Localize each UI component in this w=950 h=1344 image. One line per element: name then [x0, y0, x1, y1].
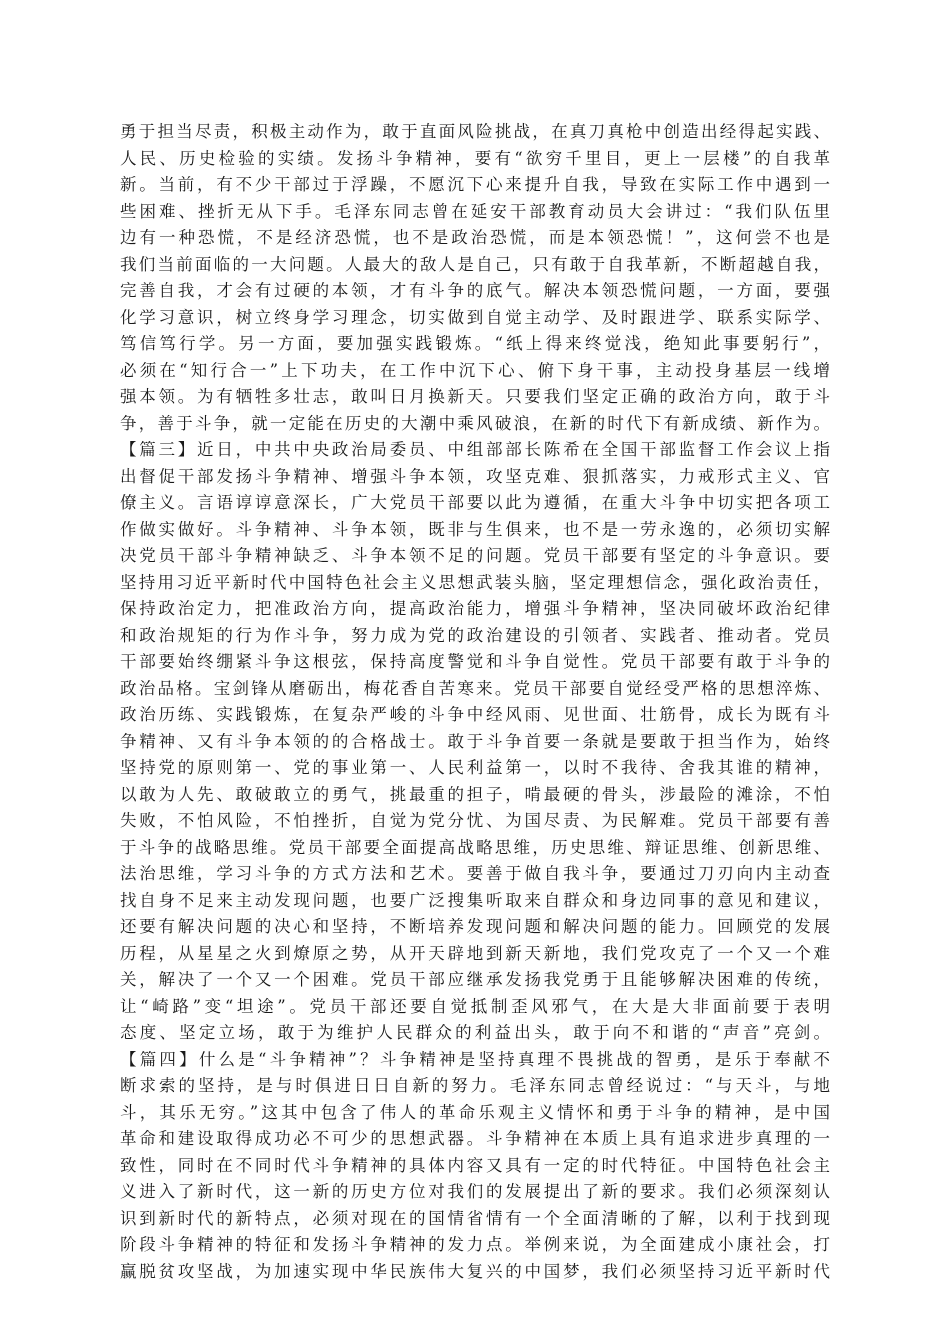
text-line: 坚持用习近平新时代中国特色社会主义思想武装头脑，坚定理想信念，强化政治责任，: [120, 572, 830, 592]
text-line: 找自身不足来主动发现问题，也要广泛搜集听取来自群众和身边同事的意见和建议，: [120, 890, 830, 910]
text-line: 化学习意识，树立终身学习理念，切实做到自觉主动学、及时跟进学、联系实际学、: [120, 307, 830, 327]
text-line: 和政治规矩的行为作斗争，努力成为党的政治建设的引领者、实践者、推动者。党员: [120, 625, 830, 645]
text-line: 态度、坚定立场，敢于为维护人民群众的利益出头，敢于向不和谐的“声音”亮剑。: [120, 1023, 830, 1042]
text-line: 僚主义。言语谆谆意深长，广大党员干部要以此为遵循，在重大斗争中切实把各项工: [120, 493, 830, 512]
text-line: 政治历练、实践锻炼，在复杂严峻的斗争中经风雨、见世面、壮筋骨，成长为既有斗: [120, 705, 830, 724]
text-line: 致性，同时在不同时代斗争精神的具体内容又具有一定的时代特征。中国特色社会主: [120, 1155, 830, 1175]
text-line: 必须在“知行合一”上下功夫，在工作中沉下心、俯下身干事，主动投身基层一线增: [120, 360, 830, 380]
text-line: 法治思维，学习斗争的方式方法和艺术。要善于做自我斗争，要通过刀刃向内主动查: [120, 864, 830, 883]
text-line: 政治品格。宝剑锋从磨砺出，梅花香自苦寒来。党员干部要自觉经受严格的思想淬炼、: [120, 678, 830, 698]
text-line: 于斗争的战略思维。党员干部要全面提高战略思维，历史思维、辩证思维、创新思维、: [120, 837, 830, 857]
text-line: 关，解决了一个又一个困难。党员干部应继承发扬我党勇于且能够解决困难的传统，: [120, 970, 830, 989]
text-line: 新。当前，有不少干部过于浮躁，不愿沉下心来提升自我，导致在实际工作中遇到一: [120, 175, 830, 194]
text-line: 笃信笃行学。另一方面，要加强实践锻炼。“纸上得来终觉浅，绝知此事要躬行”，: [120, 334, 830, 353]
text-line: 干部要始终绷紧斗争这根弦，保持高度警觉和斗争自觉性。党员干部要有敢于斗争的: [120, 652, 830, 671]
text-line: 争，善于斗争，就一定能在历史的大潮中乘风破浪，在新的时代下有新成绩、新作为。: [120, 413, 830, 433]
text-line: 义进入了新时代，这一新的历史方位对我们的发展提出了新的要求。我们必须深刻认: [120, 1182, 830, 1201]
text-line: 完善自我，才会有过硬的本领，才有斗争的底气。解决本领恐慌问题，一方面，要强: [120, 281, 830, 300]
text-line: 出督促干部发扬斗争精神、增强斗争本领，攻坚克难、狠抓落实，力戒形式主义、官: [120, 466, 830, 486]
text-line: 【篇三】近日，中共中央政治局委员、中组部部长陈希在全国干部监督工作会议上指: [120, 440, 830, 459]
text-line: 还要有解决问题的决心和坚持，不断培养发现问题和解决问题的能力。回顾党的发展: [120, 917, 830, 936]
text-line: 让“崎路”变“坦途”。党员干部还要自觉抵制歪风邪气，在大是大非面前要于表明: [120, 996, 830, 1016]
text-line: 斗，其乐无穷。”这其中包含了伟人的革命乐观主义情怀和勇于斗争的精神，是中国: [120, 1102, 830, 1122]
text-line: 保持政治定力，把准政治方向，提高政治能力，增强斗争精神，坚决同破坏政治纪律: [120, 599, 830, 618]
text-line: 坚持党的原则第一、党的事业第一、人民利益第一，以时不我待、舍我其谁的精神，: [120, 758, 830, 777]
text-line: 强本领。为有牺牲多壮志，敢叫日月换新天。只要我们坚定正确的政治方向，敢于斗: [120, 387, 830, 406]
text-line: 失败，不怕风险，不怕挫折，自觉为党分忧、为国尽责、为民解难。党员干部要有善: [120, 811, 830, 830]
text-line: 勇于担当尽责，积极主动作为，敢于直面风险挑战，在真刀真枪中创造出经得起实践、: [120, 122, 830, 141]
text-line: 历程，从星星之火到燎原之势，从开天辟地到新天新地，我们党攻克了一个又一个难: [120, 943, 830, 963]
text-line: 作做实做好。斗争精神、斗争本领，既非与生俱来，也不是一劳永逸的，必须切实解: [120, 519, 830, 539]
text-line: 赢脱贫攻坚战，为加速实现中华民族伟大复兴的中国梦，我们必须坚持习近平新时代: [120, 1261, 830, 1281]
text-line: 人民、历史检验的实绩。发扬斗争精神，要有“欲穷千里目，更上一层楼”的自我革: [120, 148, 830, 168]
text-line: 边有一种恐慌，不是经济恐慌，也不是政治恐慌，而是本领恐慌！”，这何尝不也是: [120, 228, 830, 247]
document-page: [120, 119, 830, 1285]
text-line: 些困难、挫折无从下手。毛泽东同志曾在延安干部教育动员大会讲过：“我们队伍里: [120, 201, 830, 221]
text-line: 以敢为人先、敢破敢立的勇气，挑最重的担子，啃最硬的骨头，涉最险的滩涂，不怕: [120, 784, 830, 804]
text-line: 革命和建设取得成功必不可少的思想武器。斗争精神在本质上具有追求进步真理的一: [120, 1129, 830, 1148]
text-line: 断求索的坚持，是与时俱进日日自新的努力。毛泽东同志曾经说过：“与天斗，与地: [120, 1076, 830, 1095]
text-line: 我们当前面临的一大问题。人最大的敌人是自己，只有敢于自我革新，不断超越自我，: [120, 254, 830, 274]
text-line: 决党员干部斗争精神缺乏、斗争本领不足的问题。党员干部要有坚定的斗争意识。要: [120, 546, 830, 565]
text-line: 争精神、又有斗争本领的的合格战士。敢于斗争首要一条就是要敢于担当作为，始终: [120, 731, 830, 751]
text-line: 识到新时代的新特点，必须对现在的国情省情有一个全面清晰的了解，以利于找到现: [120, 1208, 830, 1228]
text-line: 【篇四】什么是“斗争精神”？斗争精神是坚持真理不畏挑战的智勇，是乐于奉献不: [120, 1049, 830, 1069]
text-line: 阶段斗争精神的特征和发扬斗争精神的发力点。举例来说，为全面建成小康社会，打: [120, 1235, 830, 1254]
